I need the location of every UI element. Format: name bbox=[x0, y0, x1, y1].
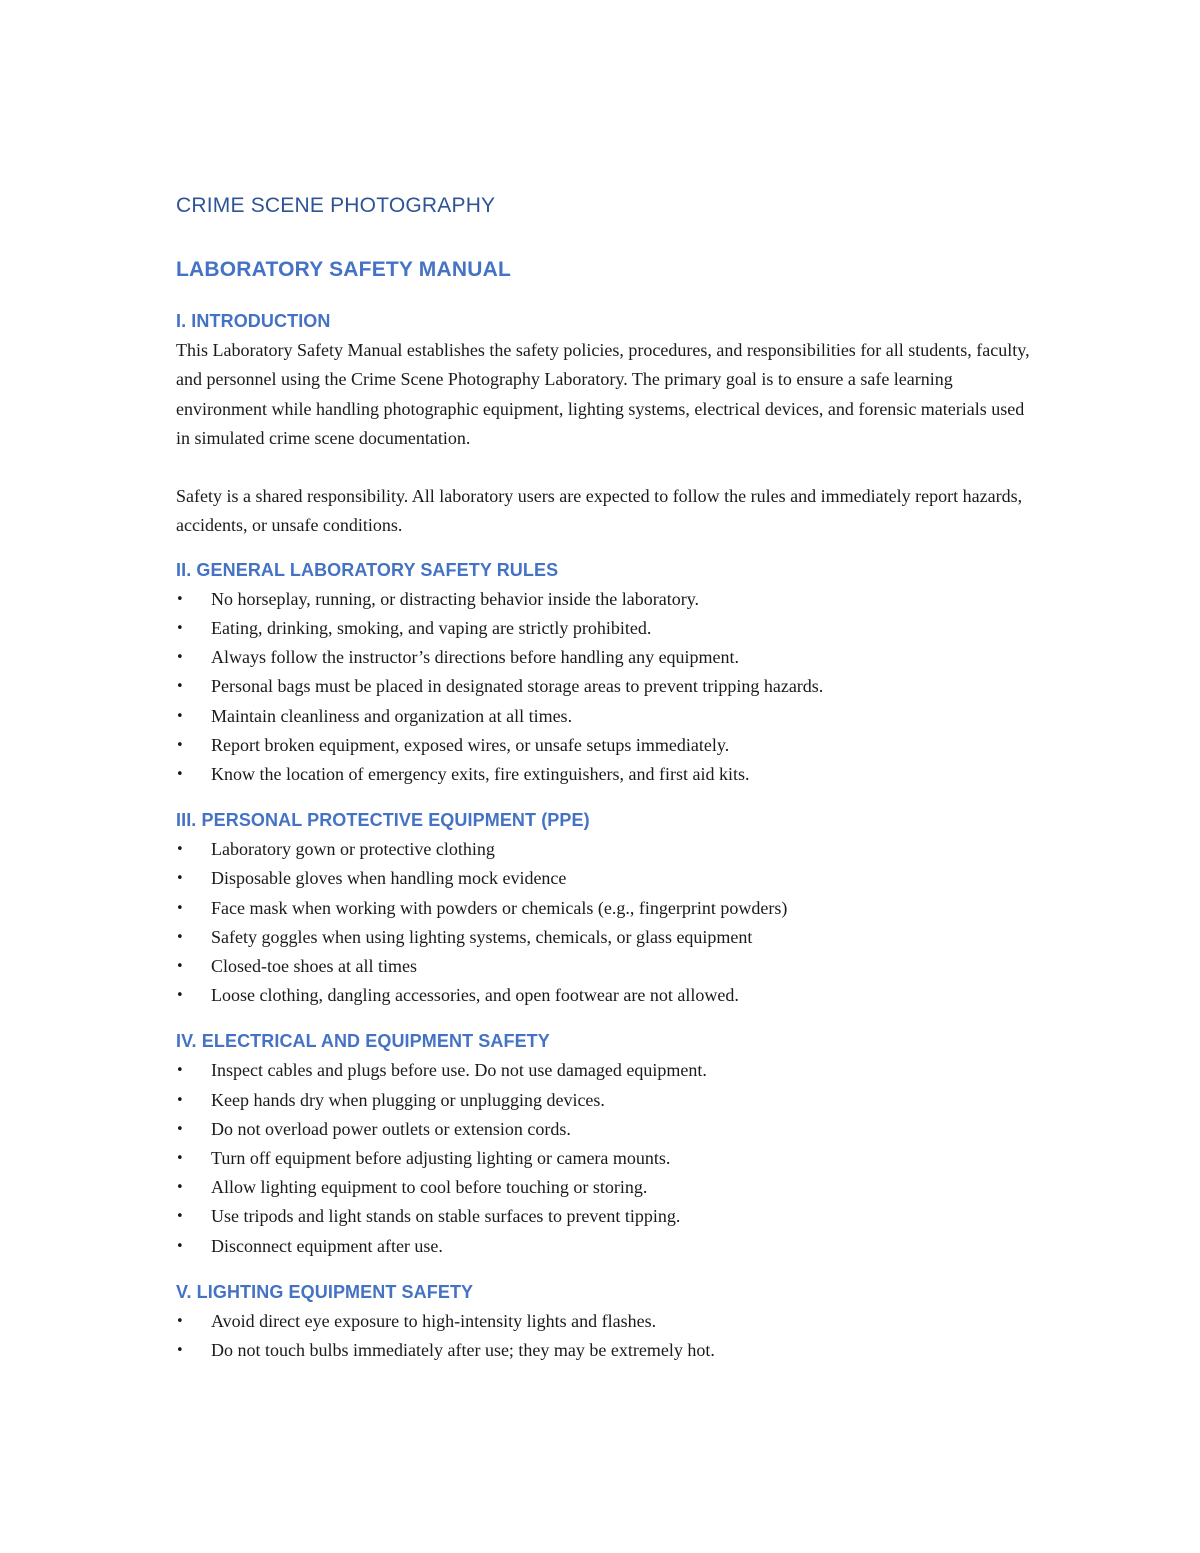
bullet-icon: • bbox=[176, 620, 184, 636]
bullet-icon: • bbox=[176, 1343, 184, 1359]
section-heading: I. INTRODUCTION bbox=[176, 311, 331, 331]
list-item-text: Report broken equipment, exposed wires, or unsafe setups immediately. bbox=[211, 734, 730, 755]
list-item bbox=[176, 614, 1036, 643]
list-item bbox=[176, 1086, 1036, 1115]
list-item-text: Turn off equipment before adjusting lighting or camera mounts. bbox=[211, 1148, 671, 1169]
list-item-text: Disposable gloves when handling mock evidence bbox=[211, 868, 567, 889]
list-item-text: Loose clothing, dangling accessories, and open footwear are not allowed. bbox=[211, 985, 739, 1006]
section-heading: V. LIGHTING EQUIPMENT SAFETY bbox=[176, 1281, 474, 1302]
list-item bbox=[176, 1232, 1036, 1261]
list-item-text: Know the location of emergency exits, fire extinguishers, and first aid kits. bbox=[211, 764, 750, 784]
list-item bbox=[176, 981, 1036, 1010]
document-page bbox=[176, 190, 1036, 1381]
list-item bbox=[176, 894, 1036, 923]
bullet-icon: • bbox=[176, 929, 184, 945]
list-item bbox=[176, 1336, 1036, 1365]
list-item bbox=[176, 760, 1036, 789]
section-lighting bbox=[176, 1277, 1036, 1365]
bullet-icon: • bbox=[176, 1121, 184, 1137]
list-item bbox=[176, 923, 1036, 952]
section-introduction bbox=[176, 306, 1036, 541]
list-item-text: Closed-toe shoes at all times bbox=[211, 956, 417, 977]
list-item bbox=[176, 1307, 1036, 1336]
bullet-icon: • bbox=[176, 1238, 184, 1254]
list-item bbox=[176, 643, 1036, 672]
bullet-icon: • bbox=[176, 1180, 184, 1196]
list-item bbox=[176, 702, 1036, 731]
section-heading: II. GENERAL LABORATORY SAFETY RULES bbox=[176, 559, 559, 580]
list-item-text: Do not overload power outlets or extension cords. bbox=[211, 1118, 571, 1139]
list-item-text: Keep hands dry when plugging or unplugging devices. bbox=[211, 1089, 605, 1110]
bullet-icon: • bbox=[176, 1092, 184, 1108]
bullet-icon: • bbox=[176, 1151, 184, 1167]
list-item-text: Personal bags must be placed in designated storage areas to prevent tripping hazards. bbox=[211, 676, 824, 697]
bullet-icon: • bbox=[176, 1209, 184, 1225]
bullet-icon: • bbox=[176, 767, 184, 782]
bullet-icon: • bbox=[176, 708, 184, 724]
list-item-text: Do not touch bulbs immediately after use; they may be extremely hot. bbox=[211, 1340, 715, 1361]
ppe-list bbox=[176, 835, 1036, 1010]
section-heading: IV. ELECTRICAL AND EQUIPMENT SAFETY bbox=[176, 1031, 550, 1052]
list-item-text: No horseplay, running, or distracting behavior inside the laboratory. bbox=[211, 588, 700, 609]
lighting-safety-list bbox=[176, 1307, 1036, 1365]
list-item-text: Maintain cleanliness and organization at all times. bbox=[211, 705, 573, 726]
electrical-safety-list bbox=[176, 1056, 1036, 1260]
bullet-icon: • bbox=[176, 737, 184, 753]
intro-paragraph: This Laboratory Safety Manual establishes the safety policies, procedures, and responsibilities for all students, faculty, and personnel using the Crime Scene Photography Laboratory. The primary goal is to ensure a safe learning environment while handling photographic equipment, lighting systems, electrical devices, and forensic materials used in simulated crime scene documentation. bbox=[176, 340, 1030, 448]
list-item-text: Face mask when working with powders or chemicals (e.g., fingerprint powders) bbox=[211, 897, 788, 918]
bullet-icon: • bbox=[176, 650, 184, 666]
list-item bbox=[176, 672, 1036, 701]
list-item bbox=[176, 864, 1036, 893]
bullet-icon: • bbox=[176, 842, 184, 858]
bullet-icon: • bbox=[176, 988, 184, 1004]
list-item bbox=[176, 1173, 1036, 1202]
section-general-rules bbox=[176, 555, 1036, 789]
list-item-text: Always follow the instructor’s directions before handling any equipment. bbox=[211, 647, 740, 668]
list-item-text: Inspect cables and plugs before use. Do not use damaged equipment. bbox=[211, 1060, 707, 1081]
bullet-icon: • bbox=[176, 871, 184, 887]
list-item bbox=[176, 585, 1036, 614]
list-item bbox=[176, 835, 1036, 864]
intro-paragraph: Safety is a shared responsibility. All laboratory users are expected to follow the rules and immediately report hazards, accidents, or unsafe conditions. bbox=[176, 486, 1023, 536]
list-item bbox=[176, 731, 1036, 760]
section-electrical bbox=[176, 1026, 1036, 1260]
list-item-text: Allow lighting equipment to cool before touching or storing. bbox=[211, 1177, 648, 1198]
list-item bbox=[176, 1202, 1036, 1231]
list-item-text: Laboratory gown or protective clothing bbox=[211, 839, 495, 860]
bullet-icon: • bbox=[176, 1313, 184, 1329]
list-item-text: Safety goggles when using lighting systems, chemicals, or glass equipment bbox=[211, 926, 753, 947]
bullet-icon: • bbox=[176, 591, 184, 607]
bullet-icon: • bbox=[176, 959, 184, 975]
list-item-text: Eating, drinking, smoking, and vaping are strictly prohibited. bbox=[211, 617, 652, 638]
list-item bbox=[176, 952, 1036, 981]
document-title: CRIME SCENE PHOTOGRAPHY bbox=[176, 194, 496, 217]
list-item bbox=[176, 1056, 1036, 1085]
list-item-text: Disconnect equipment after use. bbox=[211, 1235, 443, 1256]
general-rules-list bbox=[176, 585, 1036, 789]
section-heading: III. PERSONAL PROTECTIVE EQUIPMENT (PPE) bbox=[176, 810, 590, 831]
section-ppe bbox=[176, 805, 1036, 1010]
list-item-text: Avoid direct eye exposure to high-intensity lights and flashes. bbox=[211, 1310, 657, 1331]
bullet-icon: • bbox=[176, 679, 184, 695]
document-subtitle: LABORATORY SAFETY MANUAL bbox=[176, 258, 511, 281]
bullet-icon: • bbox=[176, 1063, 184, 1079]
bullet-icon: • bbox=[176, 900, 184, 916]
list-item-text: Use tripods and light stands on stable surfaces to prevent tipping. bbox=[211, 1206, 681, 1227]
list-item bbox=[176, 1115, 1036, 1144]
list-item bbox=[176, 1144, 1036, 1173]
